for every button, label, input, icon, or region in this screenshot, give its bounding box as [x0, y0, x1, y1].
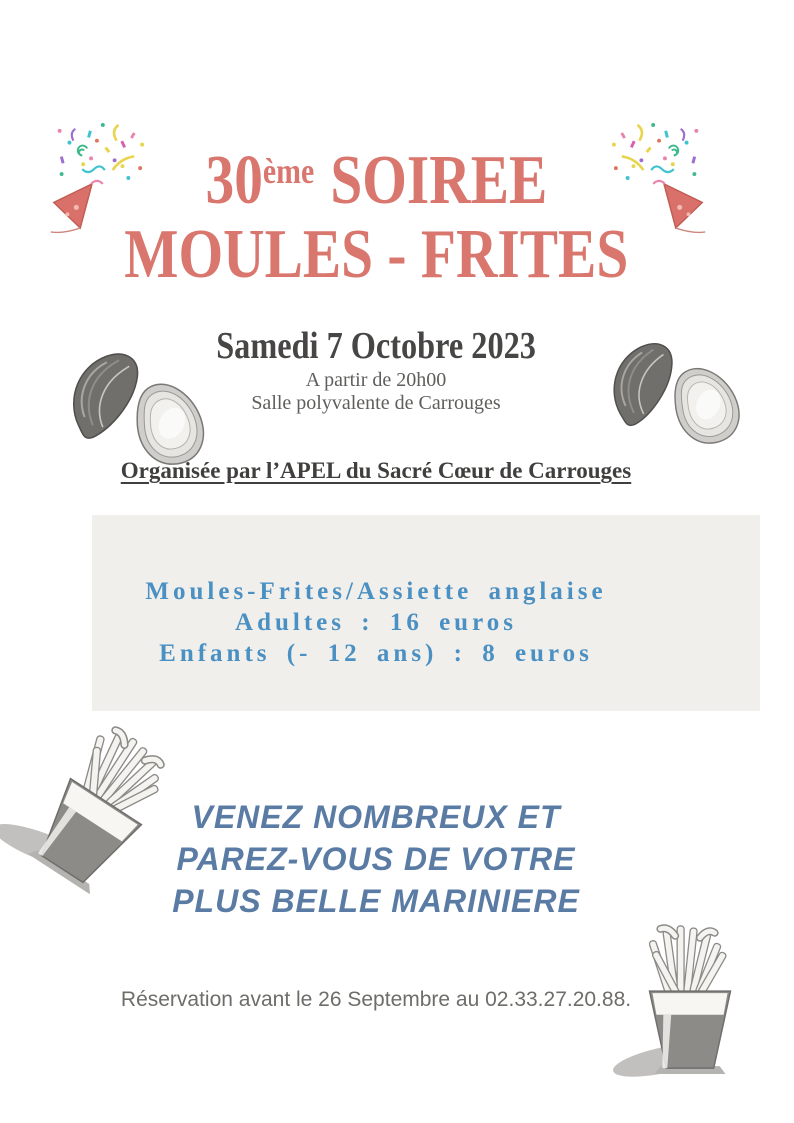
menu-line: Moules-Frites/Assiette anglaise — [145, 578, 607, 605]
title-word: SOIREE — [329, 142, 547, 219]
slogan-line: VENEZ NOMBREUX ET — [191, 799, 561, 835]
mussels-icon — [600, 328, 768, 464]
event-date: Samedi 7 Octobre 2023 — [216, 325, 536, 367]
slogan — [0, 796, 752, 922]
organizer-line: Organisée par l’APEL du Sacré Cœur de Carrouges — [120, 458, 632, 483]
poster-title-line2: MOULES - FRITES — [124, 216, 628, 293]
title-number: 30 — [205, 142, 263, 219]
event-venue: Salle polyvalente de Carrouges — [251, 392, 501, 414]
french-fries-icon — [606, 920, 774, 1078]
menu-line: Adultes : 16 euros — [235, 609, 517, 636]
title-ordinal: ème — [262, 150, 314, 191]
reservation-line: Réservation avant le 26 Septembre au 02.33.27.20.88. — [120, 988, 632, 1011]
menu-prices — [0, 576, 752, 669]
menu-line: Enfants (- 12 ans) : 8 euros — [159, 640, 593, 667]
slogan-line: PLUS BELLE MARINIERE — [172, 883, 580, 919]
slogan-line: PAREZ-VOUS DE VOTRE — [176, 841, 576, 877]
event-time: A partir de 20h00 — [305, 369, 447, 391]
poster-title-line1 — [0, 142, 752, 219]
